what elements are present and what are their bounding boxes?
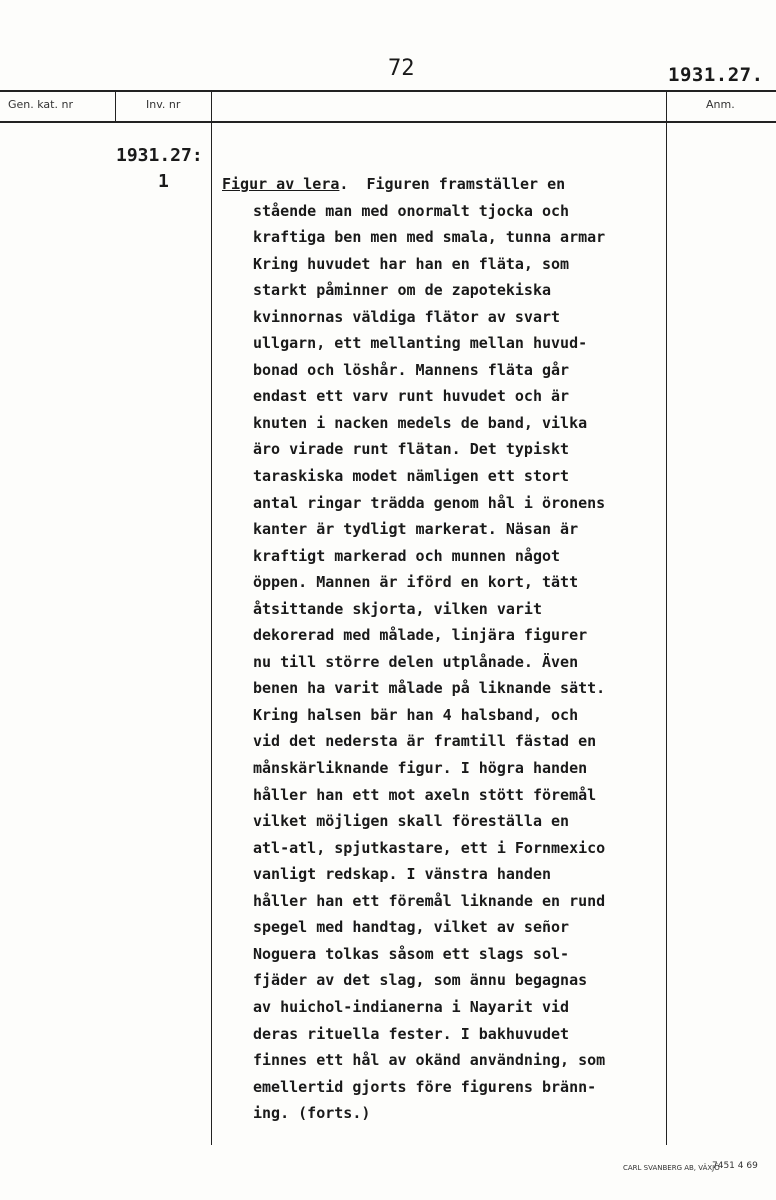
catalog-number-top: 1931.27. <box>668 64 764 86</box>
entry-line: starkt påminner om de zapotekiska <box>253 281 552 300</box>
entry-line: antal ringar trädda genom hål i öronens <box>253 493 606 512</box>
entry-line: spegel med handtag, vilket av señor <box>253 918 570 937</box>
entry-lines <box>222 198 672 1127</box>
printer-imprint: CARL SVANBERG AB, VÄXJÖ <box>623 1164 720 1172</box>
entry-line: kraftigt markerad och munnen något <box>253 546 561 565</box>
entry-line: finnes ett hål av okänd användning, som <box>253 1051 606 1070</box>
entry-line: deras rituella fester. I bakhuvudet <box>253 1024 570 1043</box>
entry-line: vid det nedersta är framtill fästad en <box>253 732 597 751</box>
entry-line: Noguera tolkas såsom ett slags sol- <box>253 944 570 963</box>
entry-line: Kring halsen bär han 4 halsband, och <box>253 705 579 724</box>
entry-line: ing. (forts.) <box>253 1104 371 1123</box>
entry-line: dekorerad med målade, linjära figurer <box>253 626 588 645</box>
entry-line: vanligt redskap. I vänstra handen <box>253 865 552 884</box>
header-inv-nr: Inv. nr <box>146 98 181 111</box>
header-top-rule <box>0 90 776 92</box>
column-divider-inv <box>211 92 212 1145</box>
entry-line: benen ha varit målade på liknande sätt. <box>253 679 606 698</box>
entry-line: vilket möjligen skall föreställa en <box>253 812 570 831</box>
entry-line: nu till större delen utplånade. Även <box>253 652 579 671</box>
entry-description <box>222 171 672 1127</box>
column-divider-gen <box>115 92 116 121</box>
header-gen-kat-nr: Gen. kat. nr <box>8 98 73 111</box>
header-anm: Anm. <box>706 98 735 111</box>
entry-line: Kring huvudet har han en fläta, som <box>253 254 570 273</box>
entry-line: månskärliknande figur. I högra handen <box>253 759 588 778</box>
page-number: 72 <box>388 56 415 81</box>
entry-line: bonad och löshår. Mannens fläta går <box>253 360 570 379</box>
item-number: 1 <box>158 171 169 192</box>
entry-first-line-rest: . Figuren framställer en <box>339 175 566 193</box>
inventory-year: 1931.27: <box>116 145 203 166</box>
entry-line: kraftiga ben men med smala, tunna armar <box>253 228 606 247</box>
entry-line: håller han ett föremål liknande en rund <box>253 891 606 910</box>
form-code: 7451 4 69 <box>712 1161 758 1171</box>
entry-line: endast ett varv runt huvudet och är <box>253 387 570 406</box>
entry-line: fjäder av det slag, som ännu begagnas <box>253 971 588 990</box>
entry-line: äro virade runt flätan. Det typiskt <box>253 440 570 459</box>
entry-line: ullgarn, ett mellanting mellan huvud- <box>253 334 588 353</box>
entry-line: atl-atl, spjutkastare, ett i Fornmexico <box>253 838 606 857</box>
entry-line: taraskiska modet nämligen ett stort <box>253 467 570 486</box>
entry-first-line <box>222 171 672 198</box>
entry-line: knuten i nacken medels de band, vilka <box>253 413 588 432</box>
entry-heading: Figur av lera <box>222 175 340 193</box>
entry-line: stående man med onormalt tjocka och <box>253 201 570 220</box>
entry-line: kanter är tydligt markerat. Näsan är <box>253 520 579 539</box>
entry-line: kvinnornas väldiga flätor av svart <box>253 307 561 326</box>
entry-line: emellertid gjorts före figurens bränn- <box>253 1077 597 1096</box>
entry-line: åtsittande skjorta, vilken varit <box>253 599 542 618</box>
header-bottom-rule <box>0 121 776 123</box>
entry-line: håller han ett mot axeln stött föremål <box>253 785 597 804</box>
entry-line: öppen. Mannen är iförd en kort, tätt <box>253 573 579 592</box>
entry-line: av huichol-indianerna i Nayarit vid <box>253 997 570 1016</box>
